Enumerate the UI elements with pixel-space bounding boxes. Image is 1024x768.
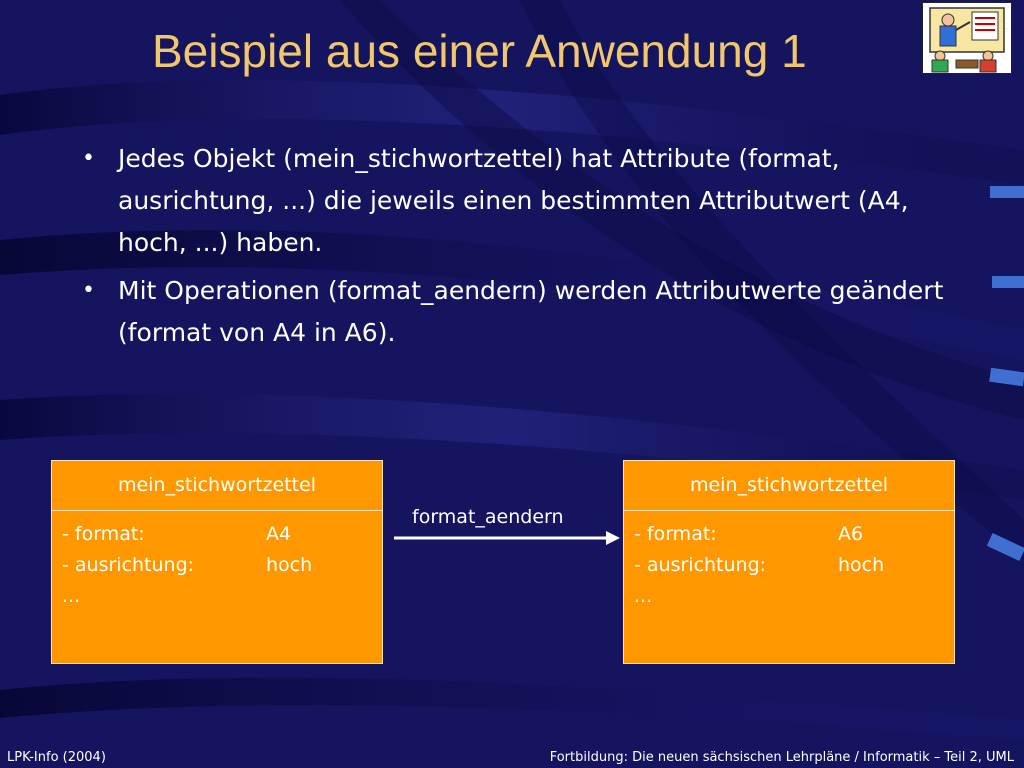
attribute-name: ... — [62, 585, 81, 607]
object-box-after — [623, 460, 955, 664]
bullet-item — [78, 270, 978, 354]
attribute-row — [52, 519, 382, 550]
bullet-list — [78, 138, 978, 360]
attribute-value: A4 — [266, 523, 292, 545]
attribute-value: hoch — [838, 554, 885, 576]
attribute-row — [52, 550, 382, 581]
footer-right: Fortbildung: Die neuen sächsischen Lehrpläne / Informatik – Teil 2, UML — [549, 750, 1014, 765]
attribute-name: ... — [634, 585, 653, 607]
object-attributes — [624, 511, 954, 612]
object-attributes — [52, 511, 382, 612]
operation-label: format_aendern — [412, 506, 564, 528]
object-box-before — [51, 460, 383, 664]
footer-left: LPK-Info (2004) — [7, 750, 106, 765]
bullet-text: Jedes Objekt (mein_stichwortzettel) hat Attribute (format, ausrichtung, ...) die jeweils einen bestimmten Attributwert (A4, hoch, ...) haben. — [118, 144, 909, 257]
attribute-name: - ausrichtung: — [62, 554, 195, 576]
object-name: mein_stichwortzettel — [624, 461, 954, 511]
presentation-clipart-icon — [922, 2, 1012, 74]
bullet-item — [78, 138, 978, 264]
bullet-dot: • — [82, 278, 95, 303]
slide-title: Beispiel aus einer Anwendung 1 — [152, 25, 807, 77]
attribute-row — [624, 581, 954, 612]
bullet-text: Mit Operationen (format_aendern) werden Attributwerte geändert (format von A4 in A6). — [118, 276, 944, 347]
attribute-value: hoch — [266, 554, 313, 576]
attribute-value: A6 — [838, 523, 864, 545]
attribute-row — [624, 550, 954, 581]
attribute-name: - format: — [62, 523, 145, 545]
object-name: mein_stichwortzettel — [52, 461, 382, 511]
attribute-row — [624, 519, 954, 550]
attribute-name: - format: — [634, 523, 717, 545]
attribute-row — [52, 581, 382, 612]
arrow-right-icon — [392, 528, 622, 548]
attribute-name: - ausrichtung: — [634, 554, 767, 576]
bullet-dot: • — [82, 146, 95, 171]
